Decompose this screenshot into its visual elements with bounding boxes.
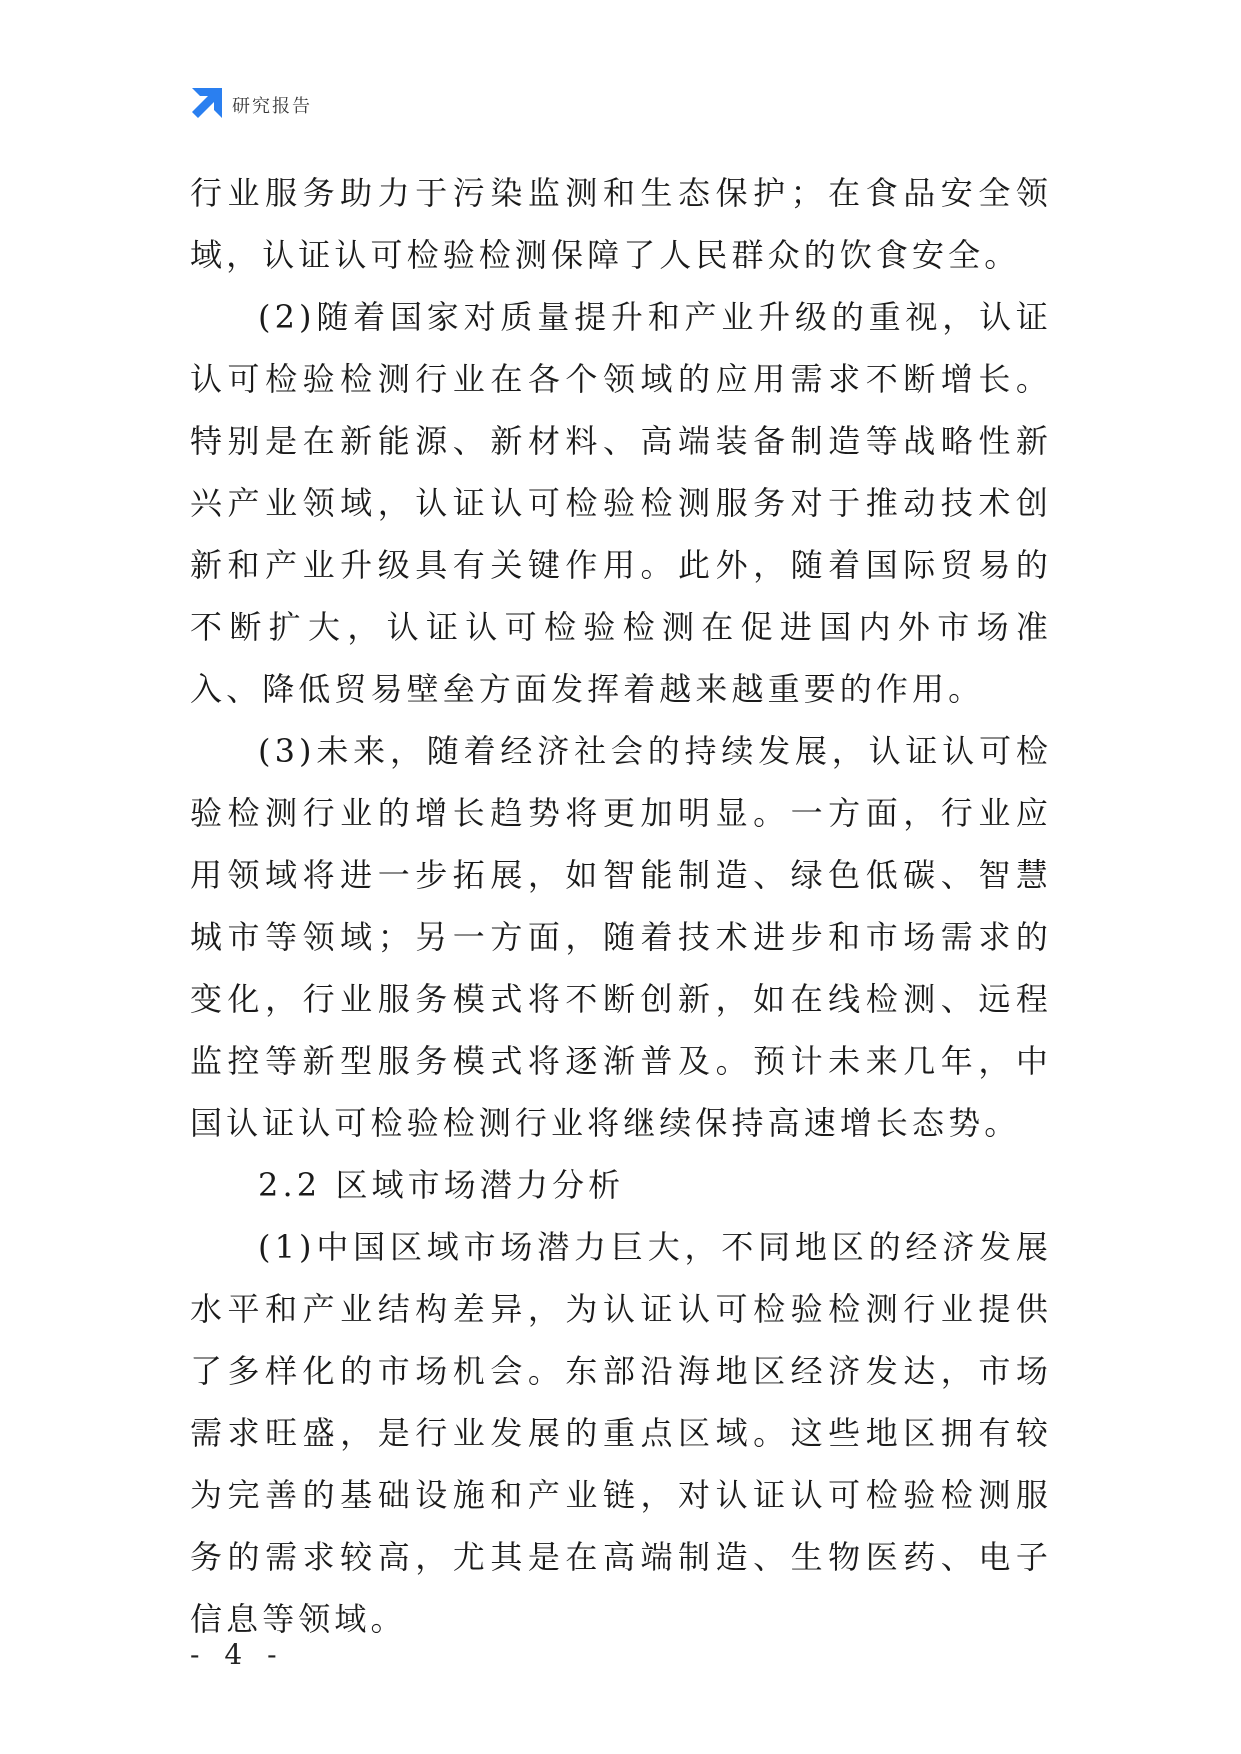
- page-number: - 4 -: [190, 1638, 285, 1671]
- paragraph-2: (2)随着国家对质量提升和产业升级的重视，认证认可检验检测行业在各个领域的应用需求不断增长。特别是在新能源、新材料、高端装备制造等战略性新兴产业领域，认证认可检验检测服务对于推动技术创新和产业升级具有关键作用。此外，随着国际贸易的不断扩大，认证认可检验检测在促进国内外市场准入、降低贸易壁垒方面发挥着越来越重要的作用。: [190, 298, 1052, 708]
- paragraph-3: (3)未来，随着经济社会的持续发展，认证认可检验检测行业的增长趋势将更加明显。一方面，行业应用领域将进一步拓展，如智能制造、绿色低碳、智慧城市等领域；另一方面，随着技术进步和市场需求的变化，行业服务模式将不断创新，如在线检测、远程监控等新型服务模式将逐渐普及。预计未来几年，中国认证认可检验检测行业将继续保持高速增长态势。: [190, 732, 1052, 1142]
- document-body: [190, 162, 1052, 1650]
- paragraph-continued: 行业服务助力于污染监测和生态保护；在食品安全领域，认证认可检验检测保障了人民群众的饮食安全。: [190, 174, 1052, 274]
- report-header: [188, 88, 312, 122]
- header-label: 研究报告: [232, 96, 312, 117]
- logo-arrow-icon: [188, 88, 222, 122]
- section-heading: 2.2 区域市场潜力分析: [258, 1166, 625, 1204]
- paragraph-regional-1: (1)中国区域市场潜力巨大，不同地区的经济发展水平和产业结构差异，为认证认可检验检测行业提供了多样化的市场机会。东部沿海地区经济发达，市场需求旺盛，是行业发展的重点区域。这些地区拥有较为完善的基础设施和产业链，对认证认可检验检测服务的需求较高，尤其是在高端制造、生物医药、电子信息等领域。: [190, 1228, 1052, 1638]
